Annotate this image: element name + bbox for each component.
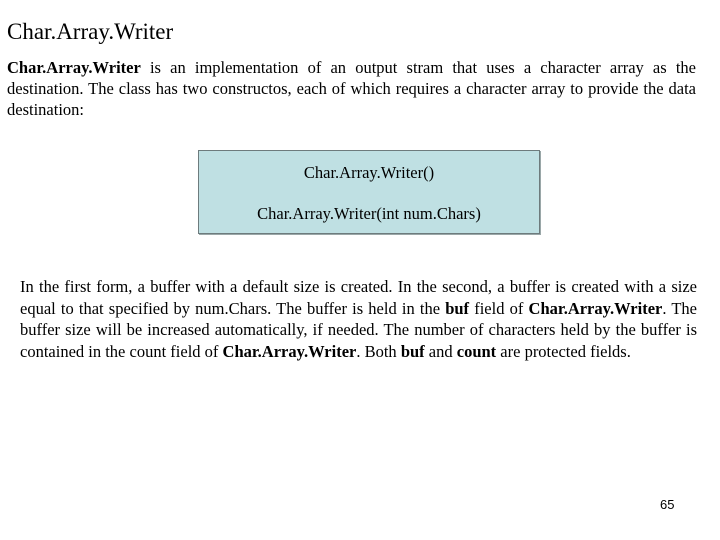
page-number: 65 (660, 497, 675, 512)
body-text-5: and (424, 341, 457, 361)
slide-title: Char.Array.Writer (7, 19, 174, 44)
body-text-2: field of (469, 298, 529, 318)
class-name-ref-1: Char.Array.Writer (528, 298, 663, 318)
buf-term-2: buf (400, 341, 425, 361)
body-text-3: . The buffer size will be increased automatically, if needed. The number of characters held by the buffer is contained in the count field of (20, 298, 698, 361)
buf-term: buf (445, 298, 470, 318)
constructor-with-size: Char.Array.Writer(int num.Chars) (257, 204, 481, 223)
class-name-term: Char.Array.Writer (7, 58, 141, 77)
body-text-1: In the first form, a buffer with a default size is created. In the second, a buffer is created with a size equal to that specified by num.Chars. The buffer is held in the (20, 277, 697, 318)
constructors-box (198, 150, 540, 234)
intro-text: is an implementation of an output stram that uses a character array as the destination. The class has two constructos, each of which requires a character array to provide the data destination: (7, 58, 696, 119)
constructor-default: Char.Array.Writer() (303, 163, 435, 182)
body-text-6: are protected fields. (496, 341, 631, 361)
intro-paragraph (7, 57, 696, 120)
class-name-ref-2: Char.Array.Writer (222, 341, 357, 361)
count-term: count (456, 341, 497, 361)
body-text-4: . Both (356, 341, 401, 361)
explanation-paragraph (20, 276, 697, 362)
